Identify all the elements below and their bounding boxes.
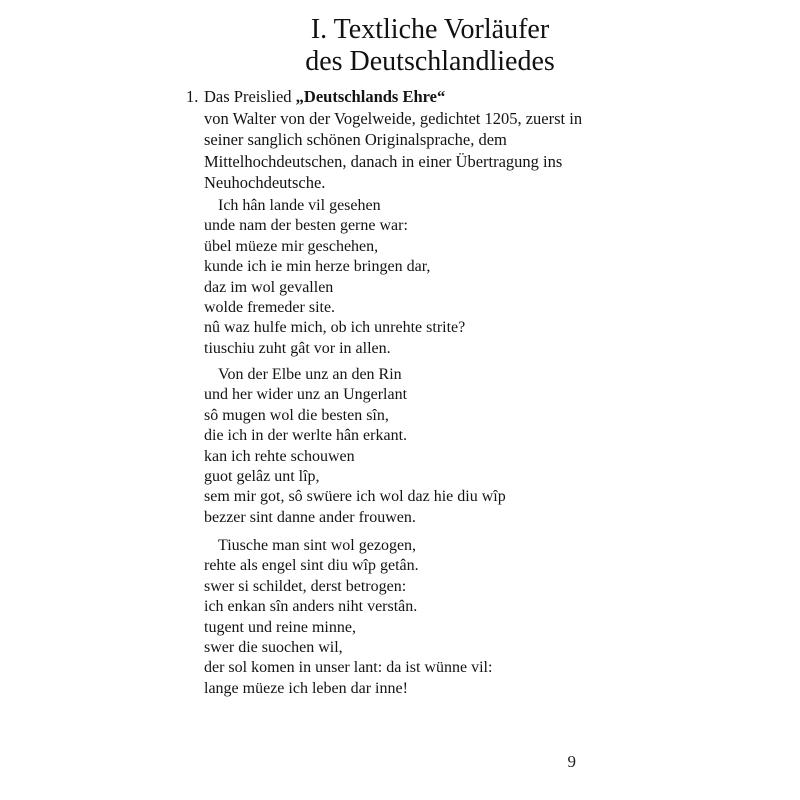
poem-line: Ich hân lande vil gesehen	[218, 197, 381, 214]
poem-line: swer die suochen wil,	[204, 639, 343, 657]
item-heading	[186, 86, 616, 194]
poem-stanza-3	[204, 536, 644, 699]
poem-line: ich enkan sîn anders niht verstân.	[204, 598, 418, 616]
poem-line: sem mir got, sô swüere ich wol daz hie diu wîp	[204, 488, 506, 506]
poem-line: lange müeze ich leben dar inne!	[204, 679, 408, 697]
poem-line: swer si schildet, derst betrogen:	[204, 577, 407, 595]
item-text	[186, 86, 616, 194]
poem-line: unde nam der besten gerne war:	[204, 217, 408, 235]
poem-line: der sol komen in unser lant: da ist wünne vil:	[204, 659, 493, 677]
poem-line: kan ich rehte schouwen	[204, 447, 355, 465]
page-number: 9	[567, 752, 576, 771]
item-title: „Deutschlands Ehre“	[295, 87, 446, 106]
poem-line: bezzer sint danne ander frouwen.	[204, 508, 416, 526]
item-description: von Walter von der Vogelweide, gedichtet 1205, zuerst in seiner sanglich schönen Originalsprache, dem Mittelhochdeutschen, danach in einer Übertragung ins Neuhochdeutsche.	[204, 108, 583, 192]
poem-line: rehte als engel sint diu wîp getân.	[204, 557, 419, 575]
item-intro: Das Preislied	[204, 87, 296, 106]
poem-line: tiuschiu zuht gât vor in allen.	[204, 339, 391, 357]
item-number: 1.	[186, 87, 199, 106]
poem-line: sô mugen wol die besten sîn,	[204, 406, 389, 424]
poem-line: tugent und reine minne,	[204, 618, 356, 636]
poem-line: und her wider unz an Ungerlant	[204, 386, 408, 404]
poem-stanza-1	[204, 196, 644, 359]
poem-stanza-2	[204, 365, 644, 528]
poem-line: Von der Elbe unz an den Rin	[218, 366, 402, 383]
chapter-heading-line-2: des Deutschlandliedes	[305, 46, 555, 77]
poem-line: daz im wol gevallen	[204, 278, 334, 296]
poem-line: guot gelâz unt lîp,	[204, 468, 320, 486]
numbered-item	[186, 86, 616, 194]
poem-line: nû waz hulfe mich, ob ich unrehte strite?	[204, 319, 466, 337]
poem-line: Tiusche man sint wol gezogen,	[218, 537, 417, 554]
chapter-heading-line-1: I. Textliche Vorläufer	[310, 14, 550, 45]
poem-line: die ich in der werlte hân erkant.	[204, 427, 408, 445]
poem-line: kunde ich ie min herze bringen dar,	[204, 258, 431, 276]
poem-line: wolde fremeder site.	[204, 299, 336, 317]
poem-line: übel müeze mir geschehen,	[204, 237, 379, 255]
chapter-heading	[150, 14, 710, 78]
